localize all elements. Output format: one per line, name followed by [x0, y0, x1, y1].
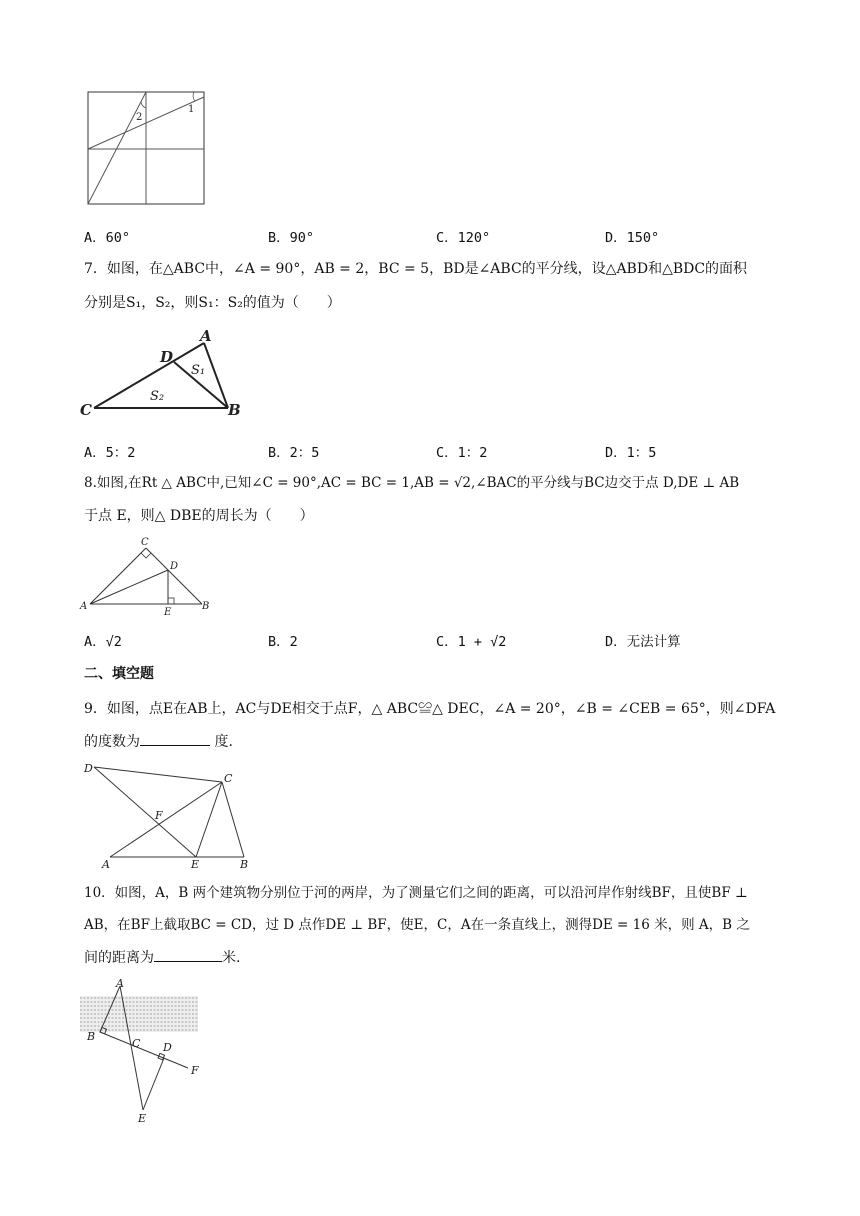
q7-label-d: D	[160, 348, 174, 366]
q7-text-line2: 分别是S₁，S₂，则S₁：S₂的值为（ ）	[84, 295, 341, 311]
section-title-fill-in: 二、填空题	[84, 666, 154, 682]
q7-label-c: C	[80, 401, 92, 419]
q9-text-suffix: 度.	[210, 734, 233, 750]
q6-figure	[86, 90, 208, 208]
q8-option-c[interactable]: C．1 + √2	[436, 634, 507, 650]
q10-text-line1: 10．如图，A，B 两个建筑物分别位于河的两岸，为了测量它们之间的距离，可以沿河岸作射线BF，且使BF ⊥	[84, 885, 748, 901]
q9-figure	[82, 760, 252, 872]
q7-label-b: B	[228, 401, 241, 419]
q6-angle-1-label: 1	[188, 104, 195, 115]
q10-text-prefix: 间的距离为	[84, 950, 154, 966]
q10-label-b: B	[87, 1030, 96, 1043]
q8-option-b[interactable]: B．2	[268, 634, 298, 650]
q8-label-b: B	[202, 601, 210, 612]
q7-figure	[78, 326, 250, 422]
q10-label-e: E	[138, 1112, 147, 1125]
q8-label-a: A	[80, 601, 88, 612]
q6-option-b[interactable]: B．90°	[268, 230, 315, 246]
q10-label-d: D	[163, 1041, 172, 1054]
q7-label-s1: S₁	[191, 363, 206, 378]
q6-option-a[interactable]: A．60°	[84, 230, 131, 246]
q7-text-line1: 7．如图，在△ABC中，∠A = 90°，AB = 2，BC = 5，BD是∠ABC的平分线，设△ABD和△BDC的面积	[84, 261, 748, 277]
q9-label-d: D	[84, 762, 93, 775]
q10-text-line3	[84, 947, 240, 968]
q7-option-c[interactable]: C．1：2	[436, 445, 488, 461]
q10-figure	[78, 976, 206, 1126]
q6-option-c[interactable]: C．120°	[436, 230, 491, 246]
q8-label-d: D	[170, 561, 179, 572]
q8-option-a[interactable]: A．√2	[84, 634, 122, 650]
q10-text-line2: AB，在BF上截取BC = CD，过 D 点作DE ⊥ BF，使E，C，A在一条直线上，测得DE = 16 米，则 A，B 之	[84, 917, 750, 933]
q9-label-c: C	[224, 772, 233, 785]
q8-text-line2: 于点 E，则△ DBE的周长为（ ）	[84, 508, 314, 524]
q7-option-b[interactable]: B．2：5	[268, 445, 320, 461]
q10-label-f: F	[191, 1064, 199, 1077]
q9-text-line1: 9．如图，点E在AB上，AC与DE相交于点F，△ ABC≌△ DEC，∠A = 20°，∠B = ∠CEB = 65°，则∠DFA	[84, 701, 776, 717]
q8-label-e: E	[164, 607, 172, 618]
q10-label-a: A	[116, 977, 124, 990]
q6-angle-2-label: 2	[136, 112, 143, 123]
q7-option-d[interactable]: D．1：5	[605, 445, 657, 461]
q9-label-b: B	[240, 858, 249, 871]
q8-text-line1: 8.如图,在Rt △ ABC中,已知∠C = 90°,AC = BC = 1,AB = √2,∠BAC的平分线与BC边交于点 D,DE ⊥ AB	[84, 475, 740, 491]
q10-text-suffix: 米.	[222, 950, 241, 966]
q7-option-a[interactable]: A．5：2	[84, 445, 136, 461]
q8-label-c: C	[141, 537, 149, 548]
q8-option-d[interactable]: D．无法计算	[605, 634, 681, 650]
q9-label-a: A	[102, 858, 110, 871]
q9-answer-blank[interactable]	[140, 731, 210, 746]
q9-text-prefix: 的度数为	[84, 734, 140, 750]
q10-answer-blank[interactable]	[154, 947, 222, 962]
q9-label-e: E	[191, 858, 200, 871]
q9-label-f: F	[155, 809, 163, 822]
q8-figure	[78, 534, 214, 618]
q7-label-s2: S₂	[150, 389, 165, 404]
q9-text-line2	[84, 731, 233, 752]
q10-label-c: C	[132, 1037, 141, 1050]
q7-label-a: A	[200, 327, 212, 345]
q6-option-d[interactable]: D．150°	[605, 230, 660, 246]
